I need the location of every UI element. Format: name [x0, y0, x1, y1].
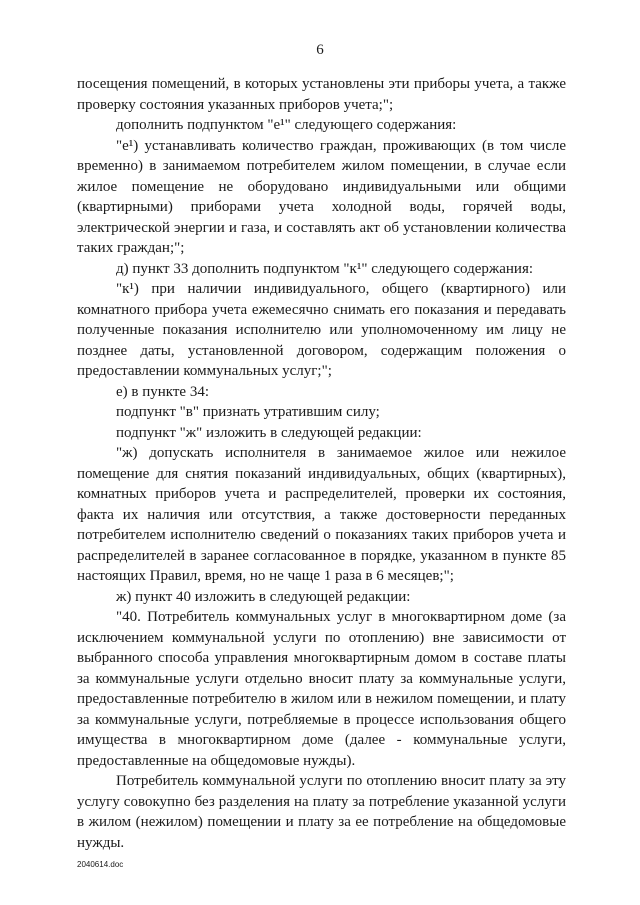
- paragraph: Потребитель коммунальной услуги по отоплению вносит плату за эту услугу совокупно без разделения на плату за потребление указанной услуги в жилом (нежилом) помещении и плату за ее потребление на общедомовые нужды.: [77, 773, 566, 851]
- page-number: 6: [316, 42, 324, 58]
- paragraph: д) пункт 33 дополнить подпунктом "к¹" следующего содержания:: [116, 260, 534, 277]
- document-body: [77, 74, 566, 853]
- document-filename-footer: 2040614.doc: [77, 860, 124, 869]
- paragraph: "к¹) при наличии индивидуального, общего (квартирного) или комнатного прибора учета ежемесячно снимать его показания и передавать полученные показания исполнителю или уполномоченному им лицу не позднее даты, установленной договором, содержащим положения о предоставлении коммунальных услуг;";: [77, 281, 566, 379]
- paragraph: ж) пункт 40 изложить в следующей редакции:: [116, 588, 411, 605]
- paragraph: подпункт "ж" изложить в следующей редакции:: [116, 424, 422, 441]
- paragraph: подпункт "в" признать утратившим силу;: [116, 404, 380, 420]
- paragraph: "е¹) устанавливать количество граждан, проживающих (в том числе временно) в занимаемом потребителем жилом помещении, в случае если жилое помещение не оборудовано индивидуальными или общими (квартирными) приборами учета холодной воды, горячей воды, электрической энергии и газа, и составлять акт об установлении количества таких граждан;";: [77, 137, 566, 256]
- paragraph: "ж) допускать исполнителя в занимаемое жилое или нежилое помещение для снятия показаний индивидуальных, общих (квартирных), комнатных приборов учета и распределителей, проверки их состояния, факта их наличия или отсутствия, а также достоверности переданных потребителем исполнителю сведений о показаниях таких приборов учета и распределителей в заранее согласованное в порядке, указанном в пункте 85 настоящих Правил, время, но не чаще 1 раза в 6 месяцев;";: [77, 445, 566, 584]
- paragraph: посещения помещений, в которых установлены эти приборы учета, а также проверку состояния указанных приборов учета;";: [77, 76, 566, 113]
- paragraph: е) в пункте 34:: [116, 383, 210, 400]
- paragraph: "40. Потребитель коммунальных услуг в многоквартирном доме (за исключением коммунальной услуги по отоплению) вне зависимости от выбранного способа управления многоквартирным домом в составе платы за коммунальные услуги отдельно вносит плату за коммунальные услуги, предоставленные потребителю в жилом или в нежилом помещении, и плату за коммунальные услуги, потребляемые в процессе использования общего имущества в многоквартирном доме (далее - коммунальные услуги, предоставленные на общедомовые нужды).: [77, 609, 566, 769]
- paragraph: дополнить подпунктом "е¹" следующего содержания:: [116, 117, 457, 133]
